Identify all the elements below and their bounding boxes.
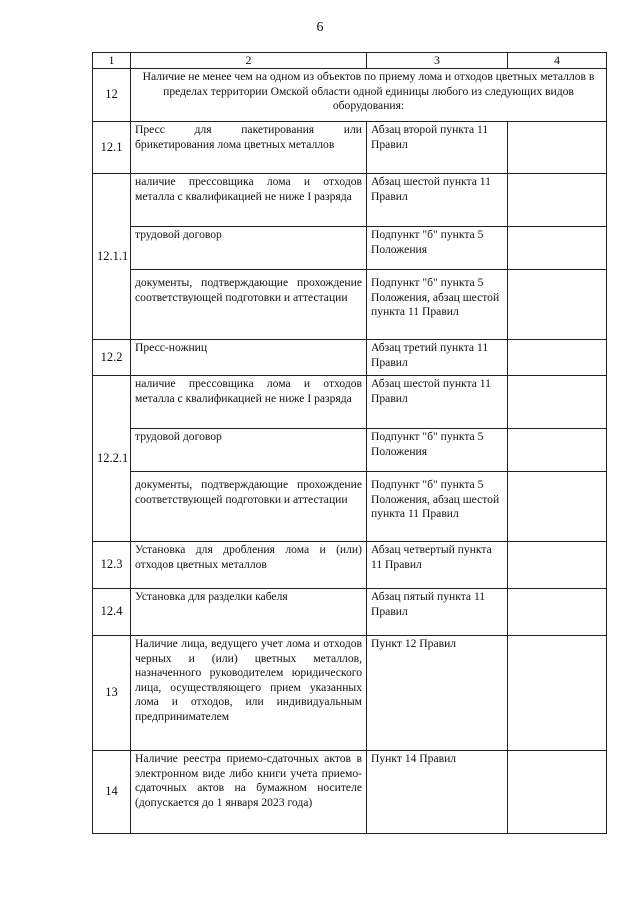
requirement-text: Пресс для пакетирования или брикетирования лома цветных металлов <box>131 122 367 174</box>
empty-cell <box>508 472 607 542</box>
table-row <box>93 270 607 340</box>
requirement-text: Установка для дробления лома и (или) отходов цветных металлов <box>131 542 367 589</box>
table-row <box>93 340 607 376</box>
table-row <box>93 122 607 174</box>
legal-reference: Подпункт "б" пункта 5 Положения <box>367 227 508 270</box>
checklist-table <box>92 52 607 834</box>
table-row <box>93 69 607 122</box>
section-heading: Наличие не менее чем на одном из объектов по приему лома и отходов цветных металлов в пределах территории Омской области одной единицы любого из следующих видов оборудования: <box>131 69 607 122</box>
column-number: 2 <box>131 53 367 69</box>
row-number: 12.1.1 <box>93 174 131 340</box>
table-row <box>93 636 607 751</box>
empty-cell <box>508 227 607 270</box>
row-number: 12.2.1 <box>93 376 131 542</box>
legal-reference: Абзац шестой пункта 11 Правил <box>367 174 508 227</box>
table-row <box>93 227 607 270</box>
empty-cell <box>508 174 607 227</box>
row-number: 13 <box>93 636 131 751</box>
column-number: 1 <box>93 53 131 69</box>
empty-cell <box>508 122 607 174</box>
empty-cell <box>508 636 607 751</box>
requirement-text: наличие прессовщика лома и отходов металла с квалификацией не ниже I разряда <box>131 376 367 429</box>
legal-reference: Подпункт "б" пункта 5 Положения, абзац шестой пункта 11 Правил <box>367 270 508 340</box>
table-row <box>93 429 607 472</box>
requirement-text: Пресс-ножниц <box>131 340 367 376</box>
empty-cell <box>508 376 607 429</box>
legal-reference: Абзац четвертый пункта 11 Правил <box>367 542 508 589</box>
column-number: 3 <box>367 53 508 69</box>
row-number: 14 <box>93 751 131 834</box>
row-number: 12.3 <box>93 542 131 589</box>
legal-reference: Подпункт "б" пункта 5 Положения, абзац шестой пункта 11 Правил <box>367 472 508 542</box>
requirement-text: Установка для разделки кабеля <box>131 589 367 636</box>
requirement-text: Наличие реестра приемо-сдаточных актов в электронном виде либо книги учета приемо-сдаточных актов на бумажном носителе (допускается до 1 января 2023 года) <box>131 751 367 834</box>
legal-reference: Абзац шестой пункта 11 Правил <box>367 376 508 429</box>
requirement-text: трудовой договор <box>131 429 367 472</box>
requirement-text: наличие прессовщика лома и отходов металла с квалификацией не ниже I разряда <box>131 174 367 227</box>
requirement-text: трудовой договор <box>131 227 367 270</box>
row-number: 12.4 <box>93 589 131 636</box>
legal-reference: Пункт 14 Правил <box>367 751 508 834</box>
empty-cell <box>508 542 607 589</box>
legal-reference: Абзац второй пункта 11 Правил <box>367 122 508 174</box>
column-number-row <box>93 53 607 69</box>
legal-reference: Подпункт "б" пункта 5 Положения <box>367 429 508 472</box>
column-number: 4 <box>508 53 607 69</box>
requirement-text: документы, подтверждающие прохождение соответствующей подготовки и аттестации <box>131 270 367 340</box>
legal-reference: Абзац третий пункта 11 Правил <box>367 340 508 376</box>
empty-cell <box>508 270 607 340</box>
empty-cell <box>508 429 607 472</box>
row-number: 12.1 <box>93 122 131 174</box>
row-number: 12.2 <box>93 340 131 376</box>
table-row <box>93 589 607 636</box>
legal-reference: Пункт 12 Правил <box>367 636 508 751</box>
requirement-text: документы, подтверждающие прохождение соответствующей подготовки и аттестации <box>131 472 367 542</box>
empty-cell <box>508 751 607 834</box>
table-row <box>93 376 607 429</box>
table-row <box>93 542 607 589</box>
requirement-text: Наличие лица, ведущего учет лома и отходов черных и (или) цветных металлов, назначенного руководителем юридического лица, осуществляющего прием указанных лома и отходов, или индивидуальным предпринимателем <box>131 636 367 751</box>
table-row <box>93 174 607 227</box>
page-number: 6 <box>316 20 324 35</box>
empty-cell <box>508 340 607 376</box>
row-number: 12 <box>93 69 131 122</box>
table-row <box>93 751 607 834</box>
empty-cell <box>508 589 607 636</box>
legal-reference: Абзац пятый пункта 11 Правил <box>367 589 508 636</box>
table-row <box>93 472 607 542</box>
